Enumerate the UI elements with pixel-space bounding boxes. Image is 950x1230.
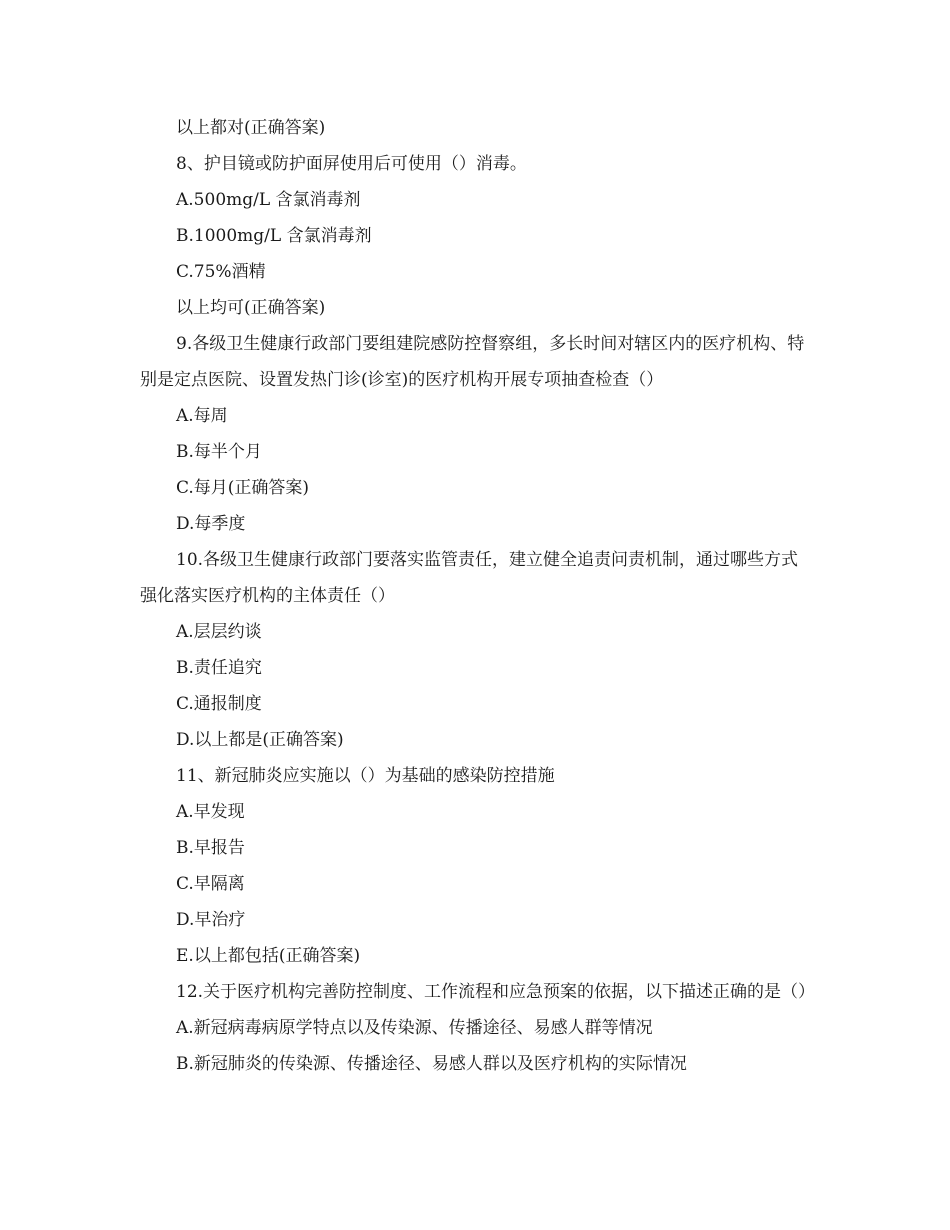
option-line: A.500mg/L 含氯消毒剂 [176,190,361,210]
option-line: D.以上都是(正确答案) [176,730,344,750]
option-line: B.新冠肺炎的传染源、传播途径、易感人群以及医疗机构的实际情况 [176,1054,687,1074]
option-line: A.早发现 [176,802,245,822]
answer-line: 以上均可(正确答案) [176,298,326,318]
option-line: C.通报制度 [176,694,262,714]
option-line: D.每季度 [176,514,246,534]
question-8: 8、护目镜或防护面屏使用后可使用（）消毒。 [176,154,527,174]
question-12: 12.关于医疗机构完善防控制度、工作流程和应急预案的依据，以下描述正确的是（） [176,982,816,1002]
option-line: A.新冠病毒病原学特点以及传染源、传播途径、易感人群等情况 [176,1018,653,1038]
answer-line: 以上都对(正确答案) [176,118,326,138]
option-line: B.早报告 [176,838,245,858]
option-line: B.1000mg/L 含氯消毒剂 [176,226,372,246]
option-line: D.早治疗 [176,910,246,930]
option-line: A.层层约谈 [176,622,262,642]
question-10: 10.各级卫生健康行政部门要落实监管责任，建立健全追责问责机制，通过哪些方式强化落实医疗机构的主体责任（） [140,550,799,606]
option-line: C.75%酒精 [176,262,266,282]
option-line: B.责任追究 [176,658,262,678]
option-line: C.早隔离 [176,874,245,894]
option-line: C.每月(正确答案) [176,478,310,498]
option-line: A.每周 [176,406,228,426]
option-line: E.以上都包括(正确答案) [176,946,361,966]
option-line: B.每半个月 [176,442,262,462]
question-11: 11、新冠肺炎应实施以（）为基础的感染防控措施 [176,766,555,786]
question-9: 9.各级卫生健康行政部门要组建院感防控督察组，多长时间对辖区内的医疗机构、特别是定点医院、设置发热门诊(诊室)的医疗机构开展专项抽查检查（） [140,334,805,390]
